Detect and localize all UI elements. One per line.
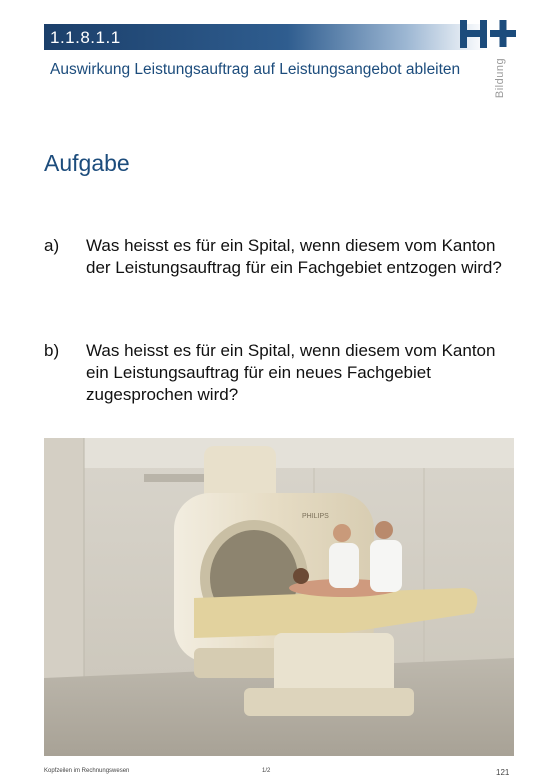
page-subtitle: Auswirkung Leistungsauftrag auf Leistungsangebot ableiten [50,61,461,78]
footer-left: Kopfzeilen im Rechnungswesen [44,768,130,774]
section-number: 1.1.8.1.1 [50,28,121,47]
task-letter: a) [44,236,60,255]
mri-room-photo [44,438,514,756]
task-text: Was heisst es für ein Spital, wenn diesem vom Kanton der Leistungsauftrag für ein Fachgebiet entzogen wird? [86,236,502,277]
footer-center: 1/2 [262,768,271,774]
logo-tagline: Bildung [494,57,507,99]
task-text: Was heisst es für ein Spital, wenn diesem vom Kanton ein Leistungsauftrag für ein neues Fachgebiet zugesprochen wird? [86,341,496,404]
scanner-brand: PHILIPS [302,513,329,520]
section-heading: Aufgabe [44,150,130,176]
task-letter: b) [44,341,60,360]
hplus-logo-icon [460,16,518,50]
page-number: 121 [496,768,510,777]
